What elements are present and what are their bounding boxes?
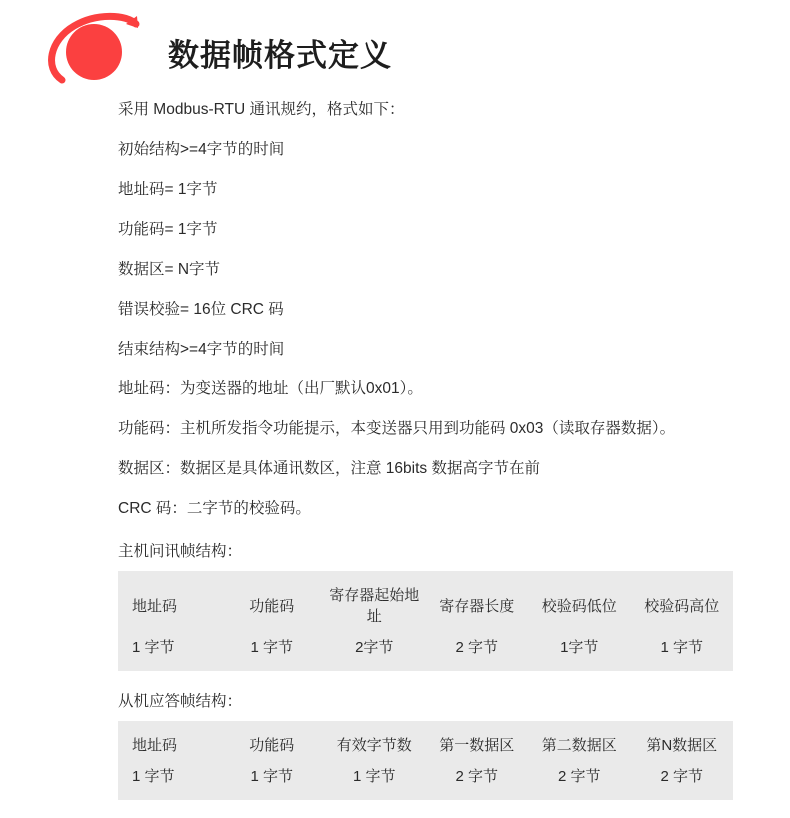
slave-header-5: 第N数据区 — [646, 737, 718, 755]
spec-line-function: 功能码= 1字节 — [118, 220, 218, 238]
page-title: 数据帧格式定义 — [168, 38, 392, 73]
desc-function: 功能码：主机所发指令功能提示，本变送器只用到功能码 0x03（读取存器数据）。 — [118, 420, 676, 438]
master-value-2: 2字节 — [355, 639, 394, 657]
master-header-1: 功能码 — [249, 597, 295, 615]
desc-address: 地址码：为变送器的地址（出厂默认0x01）。 — [118, 380, 423, 398]
master-value-5: 1 字节 — [660, 639, 703, 657]
master-value-1: 1 字节 — [250, 639, 293, 657]
slave-value-0: 1 字节 — [132, 768, 175, 786]
master-header-3: 寄存器长度 — [439, 597, 515, 615]
master-value-3: 2 字节 — [455, 639, 498, 657]
slave-header-1: 功能码 — [249, 737, 295, 755]
master-value-0: 1 字节 — [132, 639, 175, 657]
spec-line-init: 初始结构>=4字节的时间 — [118, 140, 285, 158]
spec-line-data: 数据区= N字节 — [118, 260, 221, 278]
slave-header-4: 第二数据区 — [541, 737, 617, 755]
desc-data: 数据区：数据区是具体通讯数区，注意 16bits 数据高字节在前 — [118, 460, 540, 478]
slave-header-3: 第一数据区 — [439, 737, 515, 755]
master-header-4: 校验码低位 — [541, 597, 617, 615]
table-row — [118, 571, 733, 632]
table-row — [118, 761, 733, 800]
slave-value-5: 2 字节 — [660, 768, 703, 786]
master-frame-table — [118, 571, 733, 671]
master-header-5: 校验码高位 — [644, 597, 720, 615]
planet-icon — [38, 10, 150, 98]
slave-frame-label: 从机应答帧结构： — [118, 693, 243, 711]
slave-header-2: 有效字节数 — [336, 737, 412, 755]
master-header-0: 地址码 — [132, 597, 178, 615]
master-value-4: 1字节 — [560, 639, 599, 657]
table-row — [118, 721, 733, 761]
master-frame-label: 主机问讯帧结构： — [118, 543, 243, 561]
slave-value-2: 1 字节 — [352, 768, 396, 786]
slave-value-4: 2 字节 — [557, 768, 601, 786]
spec-line-end: 结束结构>=4字节的时间 — [118, 340, 285, 358]
desc-crc: CRC 码：二字节的校验码。 — [118, 500, 311, 518]
table-row — [118, 632, 733, 671]
slave-value-3: 2 字节 — [455, 768, 498, 786]
document-header — [0, 0, 790, 100]
slave-header-0: 地址码 — [132, 737, 178, 755]
master-header-2: 寄存器起始地址 — [329, 587, 420, 626]
spec-line-address: 地址码= 1字节 — [118, 180, 218, 198]
document-content — [118, 100, 778, 818]
intro-paragraph: 采用 Modbus-RTU 通讯规约，格式如下： — [118, 101, 405, 118]
spec-line-crc: 错误校验= 16位 CRC 码 — [118, 300, 284, 318]
slave-value-1: 1 字节 — [250, 768, 293, 786]
slave-frame-table — [118, 721, 733, 800]
